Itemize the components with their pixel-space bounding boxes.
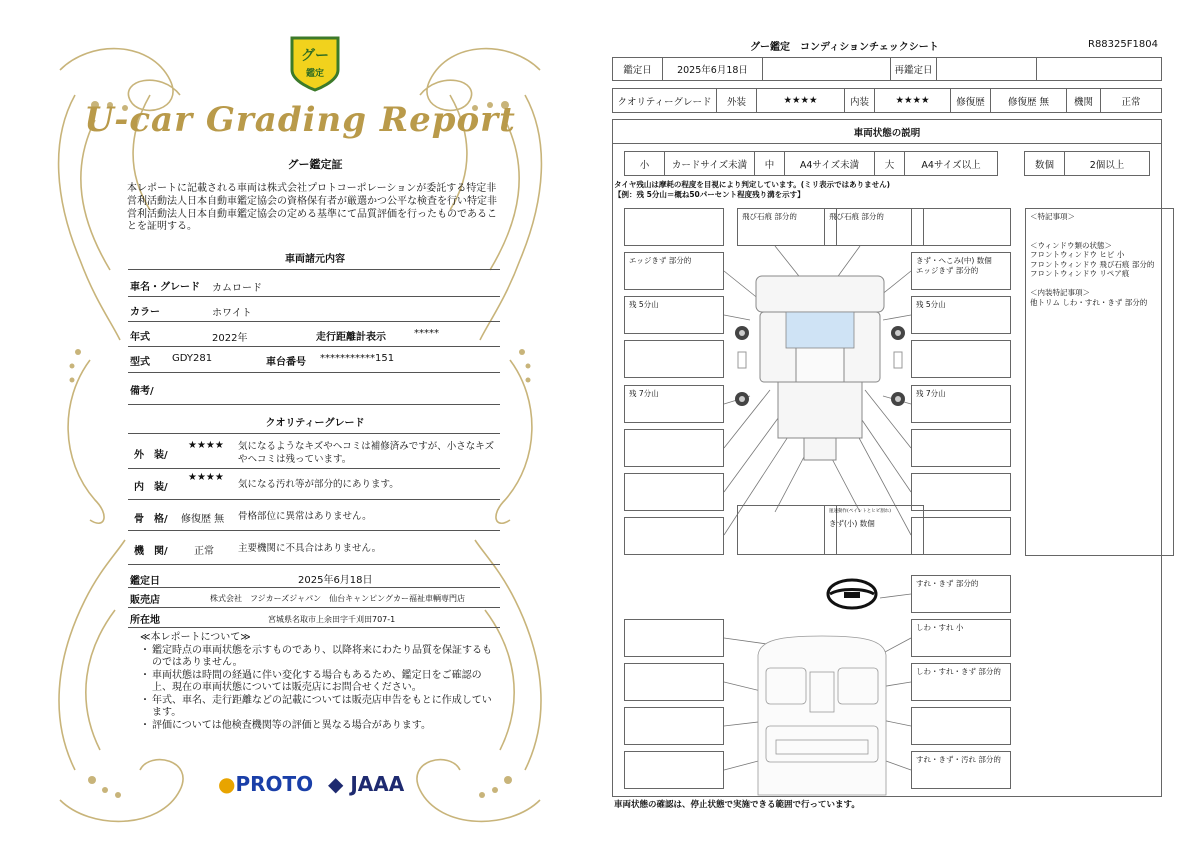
frame-description: 骨格部位に異常はありません。 — [238, 511, 372, 522]
inspection-date-value: 2025年6月18日 — [298, 575, 373, 586]
interior-note-box — [624, 707, 724, 745]
size-large-desc: A4サイズ以上 — [921, 159, 981, 171]
chassis-value: ***********151 — [320, 353, 395, 364]
sheet-number: R88325F1804 — [1088, 39, 1158, 50]
exterior-note-box — [624, 208, 724, 246]
car-name-value: カムロード — [212, 283, 262, 294]
tire-tread-box: 残 5分山 — [911, 296, 1011, 334]
size-small-desc: カードサイズ未満 — [665, 152, 755, 175]
note-item: ・ 車両状態は時間の経過に伴い変化する場合もあるため、鑑定日をご確認の上、現在の車両状態については販売店にお問合せください。 — [140, 669, 482, 693]
exterior-note-box — [624, 340, 724, 378]
tire-tread-box: 残 7分山 — [624, 385, 724, 423]
engine-label: 機 関/ — [134, 546, 168, 557]
interior-label: 内 装/ — [134, 482, 168, 493]
color-value: ホワイト — [212, 308, 252, 319]
divider — [128, 321, 500, 322]
color-label: カラー — [130, 307, 160, 318]
date-label: 鑑定日 — [613, 58, 663, 80]
divider — [128, 587, 500, 588]
interior-note-box: すれ・きず 部分的 — [911, 575, 1011, 613]
proto-logo: ●PROTO — [218, 772, 314, 796]
tire-tread-box: 残 5分山 — [624, 296, 724, 334]
size-large: 大 — [875, 152, 905, 175]
count-label: 数個 — [1025, 152, 1065, 175]
divider — [128, 468, 500, 469]
note-item: ・ 年式、車名、走行距離などの記載については販売店申告をもとに作成しています。 — [140, 694, 492, 718]
dealer-label: 販売店 — [130, 595, 160, 606]
frame-label: 骨 格/ — [134, 514, 168, 525]
divider — [128, 607, 500, 608]
divider — [128, 269, 500, 270]
interior-description: 気になる汚れ等が部分的にあります。 — [238, 479, 399, 490]
grade-section-title: クオリティーグレード — [265, 418, 365, 429]
notes-title: ≪本レポートについて≫ — [140, 632, 251, 643]
sheet-title: グー鑑定 コンディションチェックシート — [750, 42, 939, 53]
divider — [128, 346, 500, 347]
mileage-value: ***** — [414, 328, 439, 339]
exterior-note-box: エッジきず 部分的 — [624, 252, 724, 290]
year-value: 2022年 — [212, 333, 248, 344]
exterior-note-box: 運速動作(ペイントとヒビ割れ) きず(小) 数個 — [824, 505, 924, 555]
special-remarks: ＜特記事項＞ ＜ウィンドウ類の状態＞ フロントウィンドウ ヒビ 小 フロントウィンドウ 飛び石痕 部分的 フロントウィンドウ リペア痕 ＜内装特記事項＞ 他トリム しわ・すれ・きず 部分的 — [1025, 208, 1174, 556]
engine-value: 正常 — [194, 546, 214, 557]
repair-label: 修復歴 — [951, 89, 991, 112]
exterior-note-box: きず・へこみ(中) 数個 エッジきず 部分的 — [911, 252, 1011, 290]
chassis-label: 車台番号 — [266, 357, 306, 368]
divider — [128, 296, 500, 297]
reinspect-label: 再鑑定日 — [891, 58, 937, 80]
year-label: 年式 — [130, 332, 150, 343]
remarks-label: 備考/ — [130, 386, 154, 397]
exterior-label: 外装 — [717, 89, 757, 112]
divider — [128, 499, 500, 500]
sheet-footer-note: 車両状態の確認は、停止状態で実施できる範囲で行っています。 — [614, 800, 860, 810]
exterior-note-box — [911, 517, 1011, 555]
engine-value: 正常 — [1121, 96, 1141, 108]
certificate-title: グー鑑定証 — [287, 158, 343, 171]
exterior-note-box — [624, 429, 724, 467]
exterior-label: 外 装/ — [134, 450, 168, 461]
exterior-note-box — [911, 208, 1011, 246]
exterior-note-box: 飛び石痕 部分的 — [737, 208, 837, 246]
interior-stars: ★★★★ — [875, 89, 951, 112]
exterior-note-box — [624, 473, 724, 511]
divider — [128, 564, 500, 565]
inspection-date-label: 鑑定日 — [130, 576, 160, 587]
size-small: 小 — [625, 152, 665, 175]
car-name-label: 車名・グレード — [130, 282, 200, 293]
tire-note: タイヤ残山は摩耗の程度を目視により判定しています。(ミリ表示ではありません) 【例：残 5分山＝概ね50パーセント程度残り溝を示す】 — [614, 180, 891, 199]
size-mid: 中 — [755, 152, 785, 175]
svg-text:グー: グー — [301, 48, 329, 64]
interior-note-box — [624, 751, 724, 789]
interior-note-box: しわ・すれ 小 — [911, 619, 1011, 657]
interior-stars: ★★★★ — [188, 472, 224, 483]
certificate-intro: 本レポートに記載される車両は株式会社プロトコーポレーションが委託する特定非営利活動法人日本自動車鑑定協会の資格保有者が厳選かつ公平な検査を行い特定非営利活動法人日本自動車鑑定協会の定める基準にて品質評価を行ったものであることを証明する。 — [127, 183, 497, 233]
exterior-note-box — [911, 473, 1011, 511]
interior-label: 内装 — [845, 89, 875, 112]
address-value: 宮城県名取市上余田字千刈田707-1 — [268, 615, 396, 624]
exterior-stars: ★★★★ — [188, 440, 224, 451]
exterior-note-box — [624, 517, 724, 555]
model-label: 型式 — [130, 357, 150, 368]
engine-label: 機関 — [1067, 89, 1101, 112]
size-mid-desc: A4サイズ未満 — [785, 152, 875, 175]
frame-value: 修復歴 無 — [181, 514, 225, 525]
state-title: 車両状態の説明 — [612, 119, 1162, 144]
spec-section-title: 車両諸元内容 — [285, 254, 345, 265]
count-desc: 2個以上 — [1089, 159, 1125, 171]
interior-note-box — [624, 663, 724, 701]
interior-note-box: すれ・きず・汚れ 部分的 — [911, 751, 1011, 789]
note-item: ・ 評価については他検査機関等の評価と異なる場合があります。 — [140, 719, 431, 731]
grade-label: クオリティーグレード — [613, 89, 717, 112]
mileage-label: 走行距離計表示 — [316, 332, 386, 343]
exterior-note-box — [911, 429, 1011, 467]
interior-note-box — [624, 619, 724, 657]
svg-text:鑑定: 鑑定 — [305, 69, 325, 79]
report-notes — [140, 632, 500, 732]
goo-kantei-badge-icon — [288, 34, 342, 92]
model-value: GDY281 — [172, 353, 213, 364]
engine-description: 主要機関に不具合はありません。 — [238, 543, 382, 554]
exterior-description: 気になるようなキズやヘコミは補修済みですが、小さなキズやヘコミは残っています。 — [238, 441, 495, 465]
steering-wheel-icon — [828, 580, 876, 608]
interior-note-box — [911, 707, 1011, 745]
divider — [128, 433, 500, 434]
exterior-stars: ★★★★ — [757, 89, 845, 112]
exterior-note-box — [737, 505, 837, 555]
note-item: ・ 鑑定時点の車両状態を示すものであり、以降将来にわたり品質を保証するものではありません。 — [140, 644, 492, 668]
jaaa-logo: ◆ JAAA — [328, 772, 405, 796]
divider — [128, 627, 500, 628]
exterior-note-box — [911, 340, 1011, 378]
interior-note-box: しわ・すれ・きず 部分的 — [911, 663, 1011, 701]
repair-value: 修復歴 無 — [991, 89, 1067, 112]
dealer-value: 株式会社 フジカーズジャパン 仙台キャンピングカー福祉車輌専門店 — [210, 594, 465, 603]
divider — [128, 404, 500, 405]
date-value: 2025年6月18日 — [663, 58, 763, 80]
condition-check-sheet — [600, 0, 1200, 848]
report-title: U-car Grading Report — [84, 100, 516, 140]
tire-tread-box: 残 7分山 — [911, 385, 1011, 423]
divider — [128, 372, 500, 373]
address-label: 所在地 — [130, 615, 160, 626]
exterior-note-box: 飛び石痕 部分的 — [824, 208, 924, 246]
divider — [128, 530, 500, 531]
